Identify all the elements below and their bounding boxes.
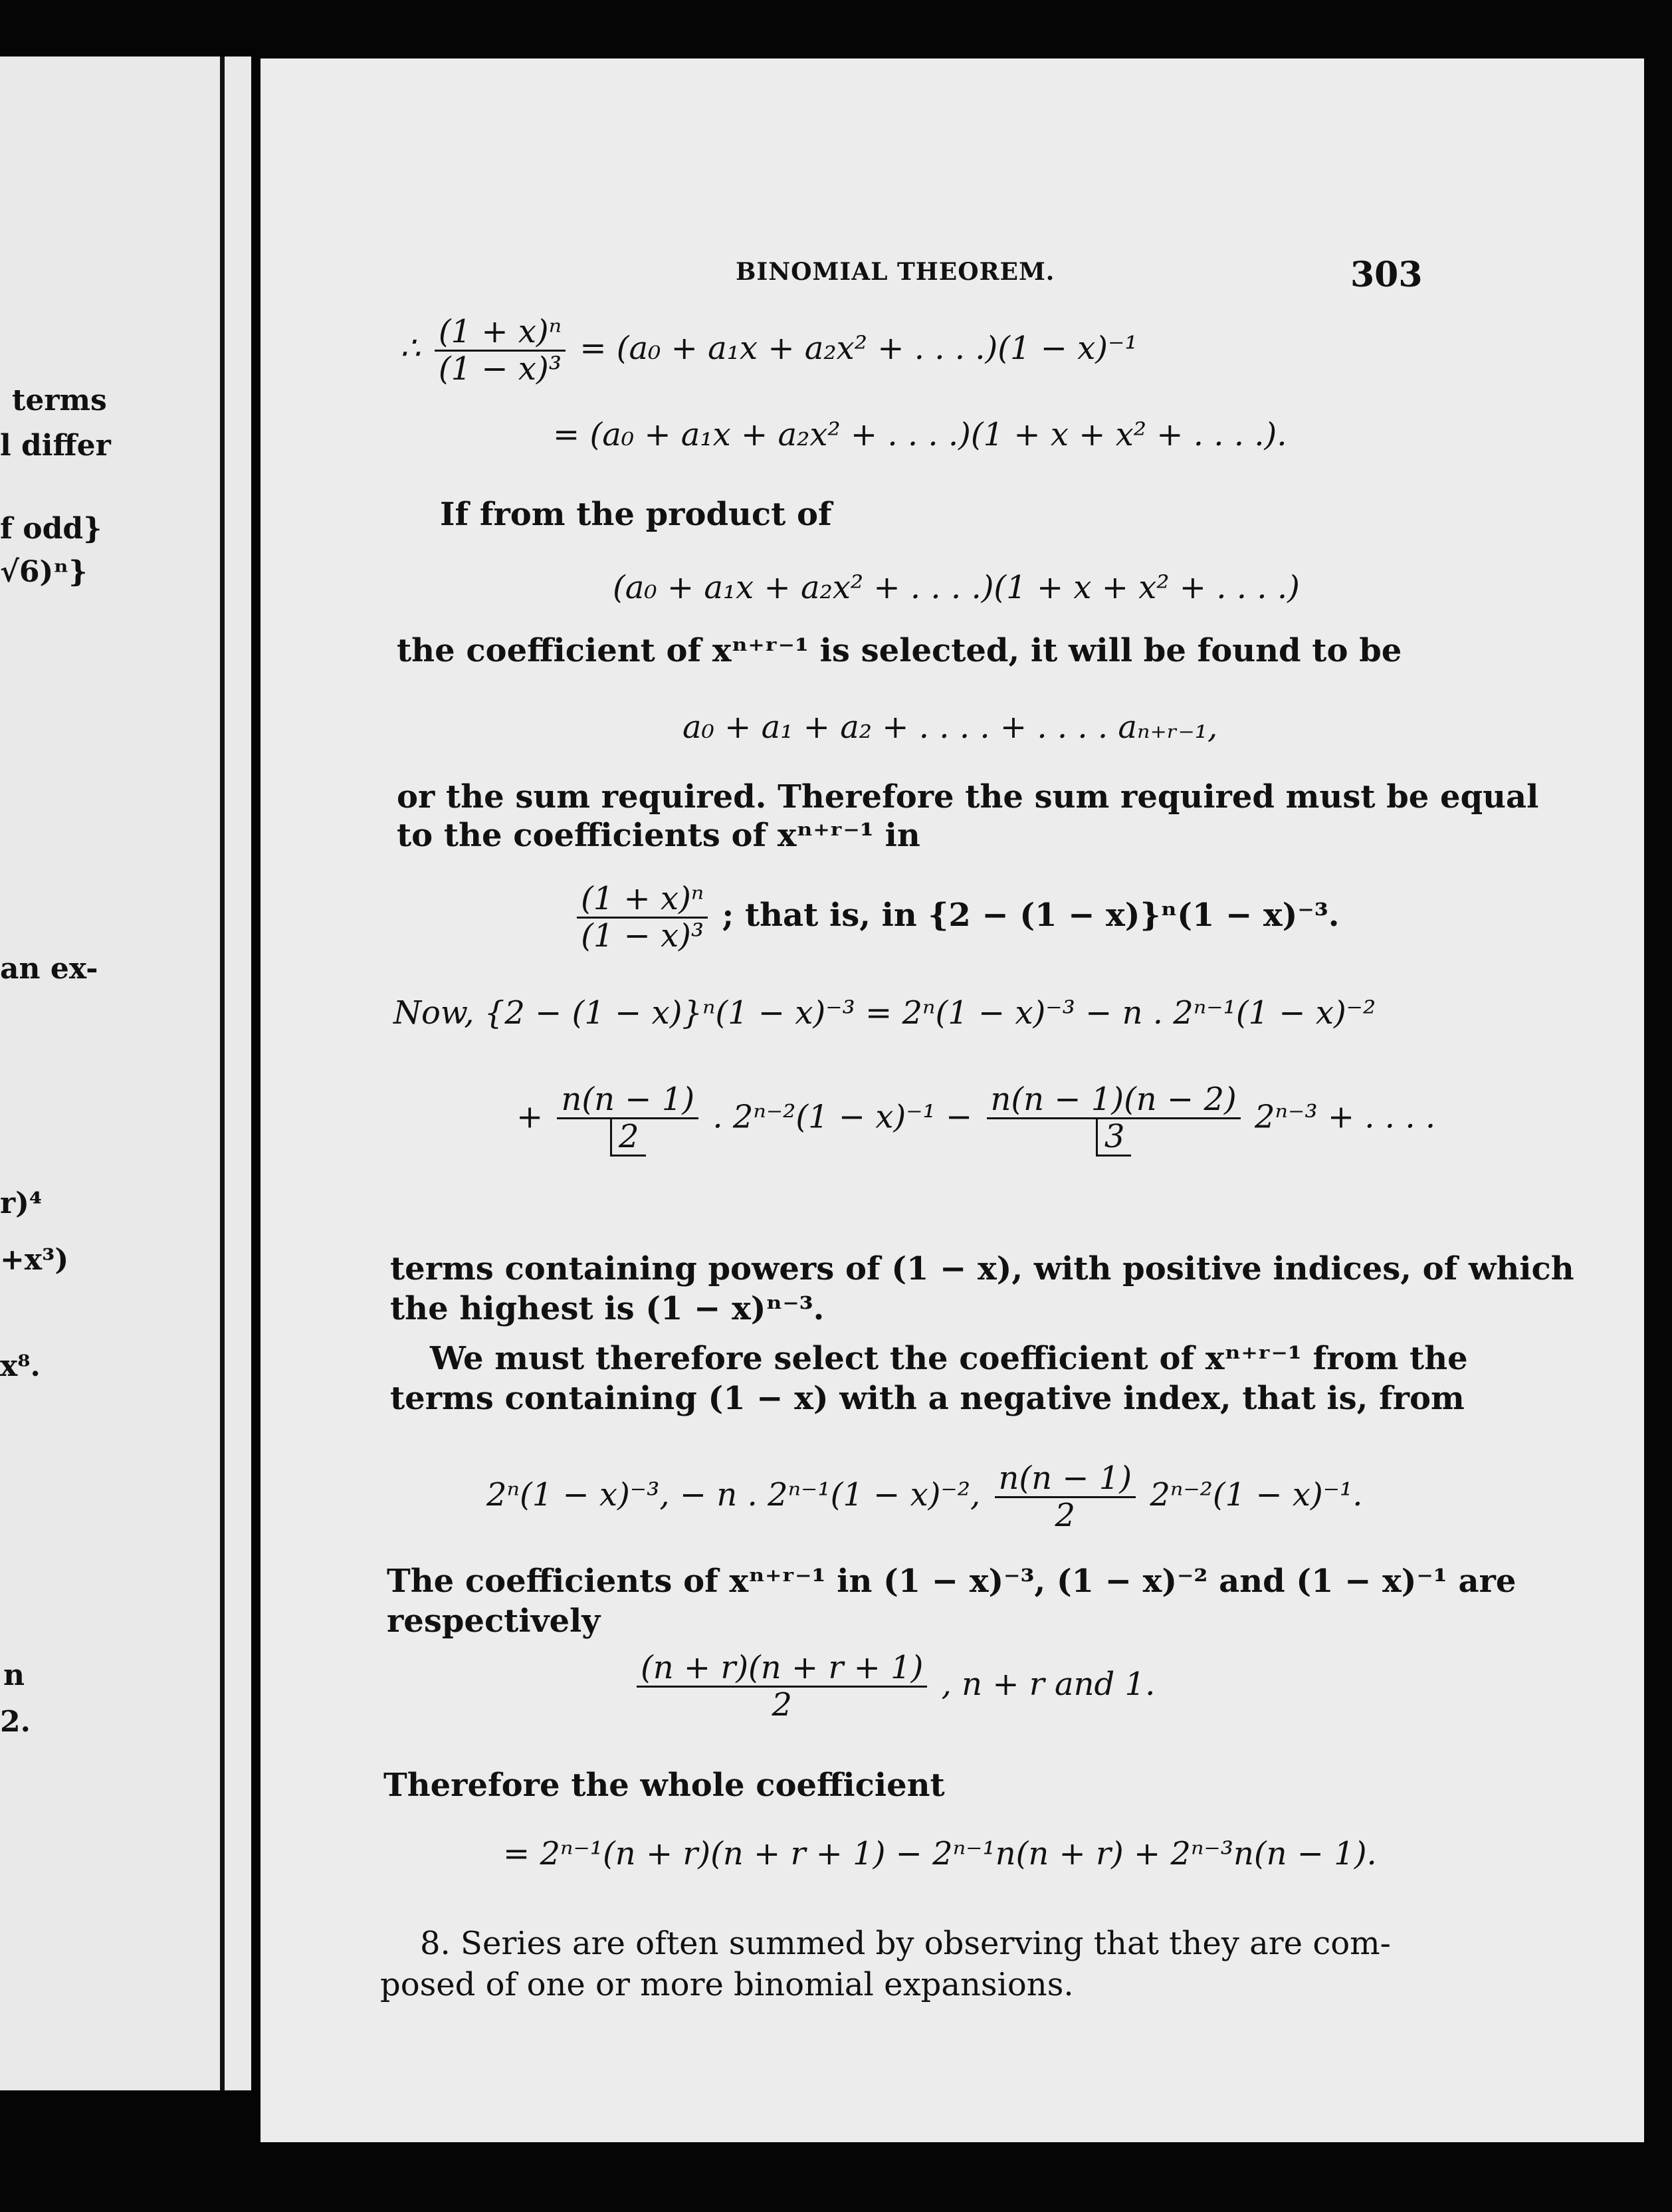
fraction-denominator: 2: [772, 1686, 792, 1723]
prev-page-fragment: n: [3, 1658, 25, 1692]
therefore-symbol: ∴: [400, 329, 421, 367]
equation-6: [486, 1461, 1363, 1533]
fraction-numerator: (1 + x)ⁿ: [577, 881, 708, 919]
paragraph-line: the coefficient of xⁿ⁺ʳ⁻¹ is selected, it will be found to be: [397, 632, 1402, 669]
paragraph-line: to the coefficients of xⁿ⁺ʳ⁻¹ in: [397, 817, 920, 854]
equation-rest: ; that is, in {2 − (1 − x)}ⁿ(1 − x)⁻³.: [722, 896, 1340, 934]
equation-rest: , n + r and 1.: [941, 1665, 1156, 1703]
section-8-line-1: 8. Series are often summed by observing that they are com-: [420, 1925, 1391, 1962]
prev-page-fragment: √6)ⁿ}: [0, 555, 88, 589]
equation-terms: 2ⁿ⁻²(1 − x)⁻¹.: [1150, 1476, 1363, 1513]
running-header: BINOMIAL THEOREM.: [736, 258, 1055, 286]
paragraph-line: terms containing (1 − x) with a negative index, that is, from: [390, 1380, 1465, 1417]
fraction-denominator: (1 − x)³: [581, 917, 704, 954]
equation-4: [573, 881, 1339, 954]
page-number: 303: [1350, 255, 1423, 295]
paragraph-line: the highest is (1 − x)ⁿ⁻³.: [390, 1290, 825, 1327]
fraction-numerator: n(n − 1): [557, 1082, 698, 1119]
prev-page-fragment: an ex-: [0, 952, 98, 986]
fraction-denominator: (1 − x)³: [438, 350, 562, 387]
paragraph-line: The coefficients of xⁿ⁺ʳ⁻¹ in (1 − x)⁻³, (1 − x)⁻² and (1 − x)⁻¹ are: [387, 1563, 1516, 1600]
prev-page-fragment: r)⁴: [0, 1186, 43, 1220]
paragraph-line: If from the product of: [440, 496, 832, 533]
fraction: [637, 1650, 927, 1723]
equation-middle: . 2ⁿ⁻²(1 − x)⁻¹ −: [712, 1098, 973, 1136]
factorial-denominator: 2: [610, 1119, 646, 1157]
equation-3: a₀ + a₁ + a₂ + . . . . + . . . . aₙ₊ᵣ₋₁,: [682, 709, 1218, 746]
gutter-shadow: [220, 56, 225, 2090]
prev-page-fragment: x⁸.: [0, 1349, 41, 1383]
fraction: [577, 881, 708, 954]
paragraph-line: Therefore the whole coefficient: [383, 1767, 945, 1804]
fraction-numerator: (n + r)(n + r + 1): [637, 1650, 927, 1688]
equation-rhs: = (a₀ + a₁x + a₂x² + . . . .)(1 − x)⁻¹: [579, 329, 1138, 367]
prev-page-fragment: +x³): [0, 1243, 69, 1277]
equation-5-line-2: [516, 1082, 1435, 1157]
prev-page-fragment: l differ: [0, 429, 111, 463]
equation-tail: 2ⁿ⁻³ + . . . .: [1254, 1098, 1436, 1136]
fraction-denominator: 2: [1055, 1496, 1076, 1534]
paragraph-line: respectively: [387, 1603, 601, 1640]
fraction: [557, 1082, 698, 1157]
prev-page-fragment: terms: [12, 384, 107, 417]
plus-sign: +: [516, 1098, 544, 1136]
equation-1: [400, 314, 1138, 387]
equation-1-continued: = (a₀ + a₁x + a₂x² + . . . .)(1 + x + x² + . . . .).: [553, 416, 1287, 453]
fraction: [435, 314, 566, 387]
prev-page-fragment: 2.: [0, 1705, 31, 1739]
fraction-numerator: n(n − 1): [995, 1461, 1136, 1498]
book-page: [261, 58, 1644, 2142]
previous-page-edge: [0, 56, 251, 2090]
equation-2: (a₀ + a₁x + a₂x² + . . . .)(1 + x + x² + . . . .): [613, 569, 1300, 606]
prev-page-fragment: f odd}: [0, 512, 102, 546]
section-8-line-2: posed of one or more binomial expansions.: [380, 1966, 1074, 2003]
factorial-denominator: 3: [1096, 1119, 1132, 1157]
paragraph-line: We must therefore select the coefficient of xⁿ⁺ʳ⁻¹ from the: [430, 1340, 1468, 1377]
paragraph-line: terms containing powers of (1 − x), with positive indices, of which: [390, 1250, 1574, 1287]
fraction-numerator: (1 + x)ⁿ: [435, 314, 566, 352]
equation-7: [633, 1650, 1155, 1723]
equation-5-line-1: Now, {2 − (1 − x)}ⁿ(1 − x)⁻³ = 2ⁿ(1 − x)⁻³ − n . 2ⁿ⁻¹(1 − x)⁻²: [393, 994, 1376, 1032]
fraction: [987, 1082, 1241, 1157]
paragraph-line: or the sum required. Therefore the sum required must be equal: [397, 778, 1539, 816]
equation-terms: 2ⁿ(1 − x)⁻³, − n . 2ⁿ⁻¹(1 − x)⁻²,: [486, 1476, 981, 1513]
equation-8: = 2ⁿ⁻¹(n + r)(n + r + 1) − 2ⁿ⁻¹n(n + r) + 2ⁿ⁻³n(n − 1).: [503, 1835, 1377, 1872]
fraction: [995, 1461, 1136, 1533]
fraction-numerator: n(n − 1)(n − 2): [987, 1082, 1241, 1119]
